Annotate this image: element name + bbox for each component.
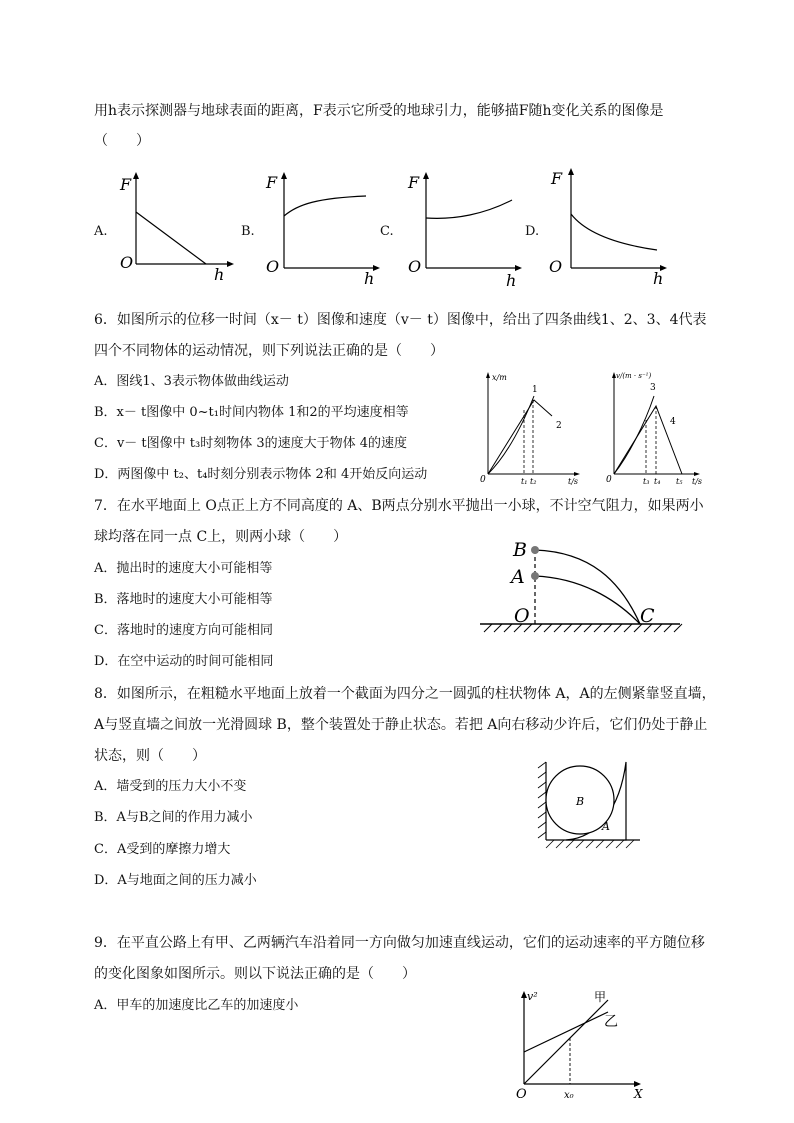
q5-c-o-label: O (408, 257, 422, 276)
q7-label-c: C (640, 605, 655, 627)
q8-wall-hatch (538, 762, 546, 838)
q9-line-jia (524, 1000, 608, 1084)
q7-option-c: C．落地时的速度方向可能相同 (94, 623, 273, 638)
q8-option-b: B．A与B之间的作用力减小 (94, 810, 253, 825)
q5-a-curve (136, 212, 206, 264)
q9-origin: O (516, 1087, 527, 1102)
q5-c-f-label: F (408, 173, 420, 192)
q5-option-b-label: B. (241, 224, 255, 239)
q8-ground-hatch (546, 840, 634, 848)
q5-stem-line1: 用h表示探测器与地球表面的距离，F表示它所受的地球引力，能够描F随h变化关系的图像是 (94, 103, 664, 119)
q6-option-d: D．两图像中 t₂、t₄时刻分别表示物体 2和 4开始反向运动 (94, 467, 428, 482)
q5-b-h-label: h (364, 269, 375, 288)
q7-option-d: D．在空中运动的时间可能相同 (94, 654, 274, 669)
q5-graph-b (258, 168, 388, 288)
q8-label-a: A (602, 820, 610, 833)
q6-vt-t4: t₄ (654, 477, 661, 486)
q6-stem-line2: 四个不同物体的运动情况，则下列说法正确的是（ ） (94, 343, 444, 359)
q5-b-o-label: O (266, 257, 280, 276)
q9-v2-x-graph (508, 984, 658, 1104)
q8-option-d: D．A与地面之间的压力减小 (94, 873, 257, 888)
q9-xlabel: X (634, 1087, 643, 1101)
q8-option-a: A．墙受到的压力大小不变 (94, 779, 247, 794)
q5-c-curve (426, 200, 512, 218)
q5-graph-c (400, 168, 530, 290)
q9-option-a: A．甲车的加速度比乙车的加速度小 (94, 998, 299, 1013)
q7-label-b: B (513, 539, 527, 561)
q9-label-yi: 乙 (604, 1014, 618, 1030)
q6-curve-2-label: 2 (556, 421, 562, 431)
q5-graph-a (110, 168, 240, 283)
q6-option-b: B．x－ t图像中 0~t₁时间内物体 1和2的平均速度相等 (94, 405, 409, 420)
q5-d-h-label: h (653, 269, 664, 288)
q5-graph-d (545, 162, 675, 288)
q9-stem-line1: 9．在平直公路上有甲、乙两辆汽车沿着同一方向做匀加速直线运动，它们的运动速率的平方随位移 (94, 935, 705, 951)
q8-option-c: C．A受到的摩擦力增大 (94, 842, 231, 857)
q6-vt-xlabel: t/s (692, 477, 703, 486)
q7-trajectory-a (535, 576, 640, 624)
q5-b-f-label: F (266, 173, 278, 192)
q6-xt-origin: 0 (480, 475, 486, 485)
q5-b-curve (284, 196, 366, 216)
q8-stem-line2: A与竖直墙之间放一光滑圆球 B，整个装置处于静止状态。若把 A向右移动少许后，它们仍处于静止 (94, 717, 708, 733)
q5-a-o-label: O (120, 253, 134, 272)
q8-label-b: B (576, 795, 585, 808)
q6-curve-3-label: 3 (650, 383, 656, 393)
q7-option-b: B．落地时的速度大小可能相等 (94, 592, 273, 607)
q7-projectile-figure (480, 530, 690, 640)
q5-stem-line2: （ ） (94, 133, 150, 149)
q6-xt-xlabel: t/s (568, 477, 579, 486)
q6-curve-4-label: 4 (670, 417, 676, 427)
q5-option-d-label: D. (525, 224, 540, 239)
q6-vt-t5: t₅ (676, 477, 683, 486)
q5-a-f-label: F (120, 175, 132, 194)
q6-stem-line1: 6．如图所示的位移一时间（x－ t）图像和速度（v－ t）图像中，给出了四条曲线1、2、3、4代表 (94, 312, 707, 328)
q7-ball-a (531, 572, 539, 580)
q5-d-f-label: F (551, 169, 563, 188)
q9-label-jia: 甲 (594, 990, 607, 1004)
q5-d-curve (571, 214, 657, 250)
q5-c-h-label: h (506, 271, 517, 290)
q7-label-o: O (514, 605, 530, 627)
q5-option-a-label: A. (94, 224, 108, 239)
q9-ylabel: v² (527, 990, 538, 1003)
q6-xt-ylabel: x/m (492, 373, 507, 382)
q8-wall-sphere-figure (536, 758, 646, 848)
q6-option-c: C．v－ t图像中 t₃时刻物体 3的速度大于物体 4的速度 (94, 436, 408, 451)
q5-d-o-label: O (549, 257, 563, 276)
q6-vt-origin: 0 (606, 475, 612, 485)
q9-line-yi (524, 1012, 608, 1052)
q6-curve-3 (614, 396, 654, 474)
q7-stem-line2: 球均落在同一点 C上，则两小球（ ） (94, 529, 348, 545)
q9-stem-line2: 的变化图象如图所示。则以下说法正确的是（ ） (94, 966, 416, 982)
q6-xt-graph (476, 366, 596, 486)
q8-stem-line1: 8．如图所示，在粗糙水平地面上放着一个截面为四分之一圆弧的柱状物体 A，A的左侧紧靠竖直墙， (94, 686, 716, 702)
q7-label-a: A (511, 566, 525, 588)
q7-stem-line1: 7．在水平地面上 O点正上方不同高度的 A、B两点分别水平抛出一小球，不计空气阻力，如果两小 (94, 498, 704, 514)
q6-xt-t2: t₂ (530, 477, 537, 486)
q6-curve-1-label: 1 (532, 385, 538, 395)
q5-option-c-label: C. (380, 224, 394, 239)
q6-vt-t3: t₃ (643, 477, 650, 486)
q6-option-a: A．图线1、3表示物体做曲线运动 (94, 374, 289, 389)
q6-vt-ylabel: v/(m · s⁻¹) (616, 372, 652, 380)
q7-option-a: A．抛出时的速度大小可能相等 (94, 561, 273, 576)
q8-stem-line3: 状态，则（ ） (94, 748, 206, 764)
q5-a-h-label: h (214, 265, 225, 284)
q6-xt-t1: t₁ (521, 477, 528, 486)
q6-vt-graph (600, 366, 710, 486)
q9-x0-label: x₀ (564, 1090, 574, 1101)
q7-ball-b (531, 546, 539, 554)
